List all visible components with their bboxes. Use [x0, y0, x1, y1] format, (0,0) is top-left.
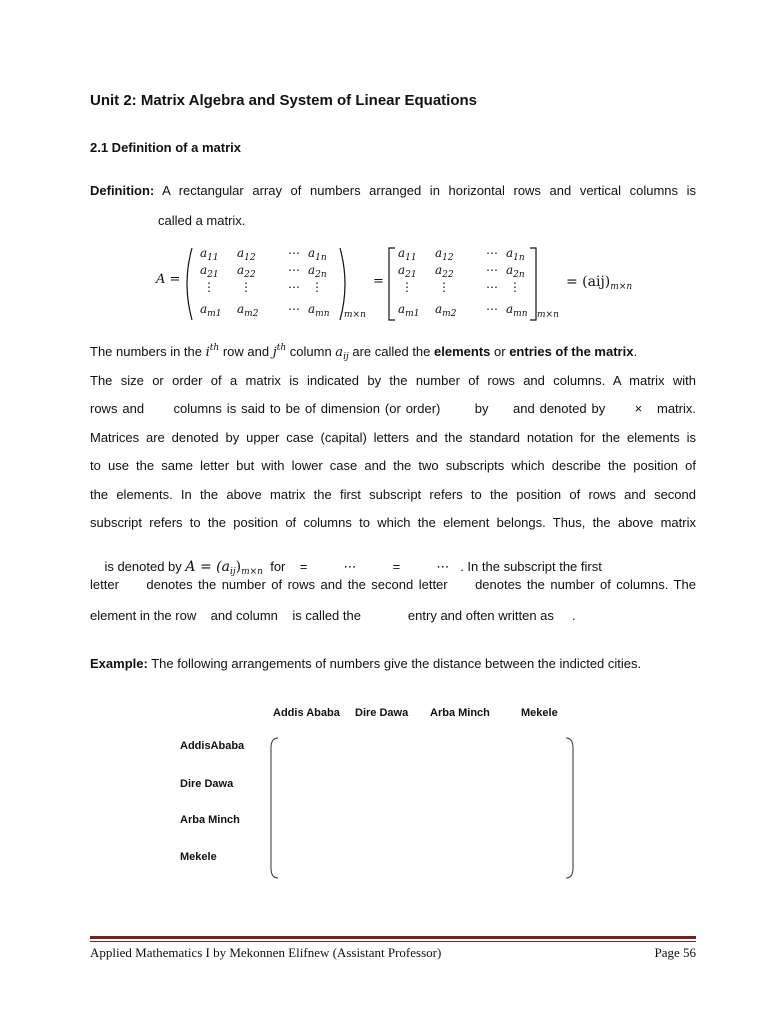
column-header-arba-minch: Arba Minch [430, 707, 490, 719]
example-line [90, 656, 641, 671]
matrix-square-entry: $a_{m2}$ [435, 302, 457, 319]
para-line-5: to use the same letter but with lower case and the two subscripts which describe the position of [90, 458, 696, 473]
column-header-mekele: Mekele [521, 707, 558, 719]
matrix-paren-entry: ⋮ [240, 280, 252, 294]
row-header-arba-minch: Arba Minch [180, 814, 240, 826]
para-line-2: The size or order of a matrix is indicated by the number of rows and columns. A matrix with [90, 373, 696, 388]
footer-rule-thick [90, 936, 696, 939]
matrix-square-entry: ⋯ [486, 302, 498, 316]
matrix-paren-entry: $a_{mn}$ [308, 302, 330, 319]
matrix-square-dim: m×n [537, 310, 559, 320]
matrix-compact [566, 274, 632, 292]
row-header-dire-dawa: Dire Dawa [180, 778, 234, 790]
para-line-1 [90, 343, 637, 362]
matrix-compact-main: = (aij) [566, 274, 611, 290]
matrix-paren-entry: $a_{2n}$ [308, 263, 327, 280]
para-l1-ij: ij [343, 352, 349, 362]
para-l1-c: column [286, 344, 336, 359]
para-l1-a: The numbers in the [90, 344, 206, 359]
footer-author: Applied Mathematics I by Mekonnen Elifnew (Assistant Professor) [90, 945, 442, 960]
para-l1-i: i [205, 345, 210, 360]
matrix-paren-entry: ⋯ [288, 280, 300, 294]
matrix-paren-entry: $a_{1n}$ [308, 246, 327, 263]
row-header-mekele: Mekele [180, 851, 217, 863]
matrix-square-entry: $a_{12}$ [435, 246, 454, 263]
matrix-square-entry: ⋮ [438, 280, 450, 294]
matrix-paren-dim: m×n [344, 310, 366, 320]
matrix-paren-entry: ⋯ [288, 263, 300, 277]
para-l1-th2: th [276, 343, 287, 353]
example-label: Example: [90, 656, 148, 671]
matrix-square-entry: ⋮ [401, 280, 413, 294]
para-l8-close: ) [235, 559, 242, 575]
unit-title: Unit 2: Matrix Algebra and System of Linear Equations [90, 92, 478, 109]
matrix-lhs: A = [156, 272, 181, 287]
definition-label: Definition: [90, 183, 155, 198]
matrix-square-entry: $a_{21}$ [398, 263, 417, 280]
para-l8-b: for = ⋯ = ⋯ . In the subscript the first [270, 559, 602, 574]
column-header-dire-dawa: Dire Dawa [355, 707, 409, 719]
matrix-equals: = [373, 274, 384, 289]
definition-text-1: A rectangular array of numbers arranged in horizontal rows and vertical columns is [162, 183, 696, 198]
matrix-square-entry: $a_{mn}$ [506, 302, 528, 319]
matrix-square-entry: ⋯ [486, 246, 498, 260]
definition-line-1 [90, 183, 696, 198]
para-l8-mn: m×n [241, 567, 263, 577]
para-line-7: subscript refers to the position of columns to which the element belongs. Thus, the above matrix [90, 515, 696, 530]
example-text: The following arrangements of numbers give the distance between the indicted cities. [147, 656, 642, 671]
matrix-paren-entry: $a_{22}$ [237, 263, 256, 280]
matrix-square-entry: $a_{1n}$ [506, 246, 525, 263]
para-l1-elements: elements [434, 344, 491, 359]
matrix-square-entry: ⋮ [509, 280, 521, 294]
definition-line-2: called a matrix. [158, 213, 246, 228]
para-l1-end: . [633, 344, 638, 359]
para-l1-aij: a [335, 345, 344, 360]
para-line-3: rows and columns is said to be of dimension (or order) by and denoted by × matrix. [90, 401, 696, 416]
distance-matrix-brackets [268, 734, 578, 884]
matrix-paren-entry: ⋯ [288, 302, 300, 316]
para-line-9: letter denotes the number of rows and the second letter denotes the number of columns. The [90, 577, 696, 592]
matrix-square-entry: ⋯ [486, 280, 498, 294]
matrix-paren-entry: ⋯ [288, 246, 300, 260]
para-l8-ij: ij [229, 567, 236, 577]
para-l1-entries: entries of the matrix [509, 344, 634, 359]
matrix-paren-entry: ⋮ [203, 280, 215, 294]
matrix-paren-entry: ⋮ [311, 280, 323, 294]
para-l1-d: are called the [348, 344, 435, 359]
matrix-square-entry: $a_{11}$ [398, 246, 417, 263]
matrix-square-entry: $a_{2n}$ [506, 263, 525, 280]
para-line-10: element in the row and column is called the entry and often written as . [90, 608, 576, 623]
footer-rule-thin [90, 941, 696, 942]
matrix-paren-entry: $a_{11}$ [200, 246, 219, 263]
column-header-addis-ababa: Addis Ababa [273, 707, 340, 719]
matrix-paren-entry: $a_{21}$ [200, 263, 219, 280]
para-l8-a: is denoted by [104, 559, 186, 574]
matrix-paren-entry: $a_{m1}$ [200, 302, 222, 319]
para-line-6: the elements. In the above matrix the first subscript refers to the position of rows and second [90, 487, 696, 502]
matrix-square-entry: $a_{m1}$ [398, 302, 420, 319]
matrix-square-entry: $a_{22}$ [435, 263, 454, 280]
matrix-paren-entry: $a_{m2}$ [237, 302, 259, 319]
matrix-compact-sub: m×n [610, 282, 633, 292]
para-l1-th1: th [209, 343, 220, 353]
section-title: 2.1 Definition of a matrix [90, 140, 241, 155]
para-l1-b: row and [219, 344, 273, 359]
para-l1-j: j [272, 345, 277, 360]
para-l1-or: or [490, 344, 510, 359]
footer-page-number: Page 56 [654, 945, 696, 960]
matrix-square-entry: ⋯ [486, 263, 498, 277]
matrix-paren-entry: $a_{12}$ [237, 246, 256, 263]
para-line-4: Matrices are denoted by upper case (capital) letters and the standard notation for the elements is [90, 430, 696, 445]
row-header-addis-ababa: AddisAbaba [180, 740, 245, 752]
para-l8-eq: A = (a [185, 559, 230, 575]
